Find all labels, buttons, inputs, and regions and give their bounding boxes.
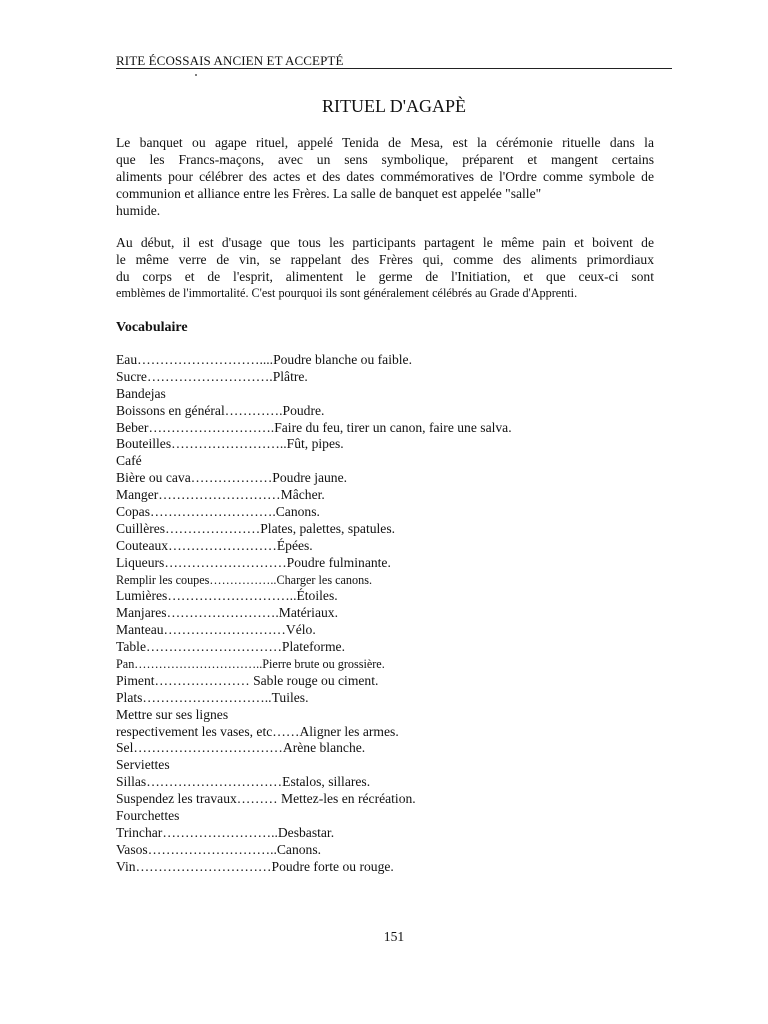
vocabulary-entry: Manjares…………………….Matériaux. [116,605,338,621]
vocabulary-entry: Manger………………………Mâcher. [116,487,325,503]
paragraph-line: Au début, il est d'usage que tous les participants partagent le même pain et boivent de [116,235,654,250]
vocabulary-entry: Serviettes [116,757,170,773]
vocabulary-entry: respectivement les vases, etc……Aligner les armes. [116,723,399,739]
vocabulary-entry: Vasos………………………..Canons. [116,841,322,857]
vocabulary-entry: Trinchar……………………..Desbastar. [116,824,335,840]
vocabulary-entry: Sillas…………………………Estalos, sillares. [116,774,371,790]
page-number: 151 [383,929,405,944]
vocabulary-entry: Bière ou cava………………Poudre jaune. [116,470,348,486]
vocabulary-entry: Bouteilles……………………..Fût, pipes. [116,436,344,452]
paragraph-line: aliments pour célébrer des actes et des dates commémoratives de l'Ordre comme symbole de [116,169,654,184]
vocabulary-entry: Suspendez les travaux……… Mettez-les en récréation. [116,791,416,807]
vocabulary-entry: Boissons en général………….Poudre. [116,402,325,418]
vocabulary-heading: Vocabulaire [116,320,188,335]
vocabulary-entry: Lumières………………………..Étoiles. [116,588,338,604]
vocabulary-entry: Bandejas [116,385,166,401]
vocabulary-entry: Beber……………………….Faire du feu, tirer un canon, faire une salva. [116,419,512,435]
paragraph-line: emblèmes de l'immortalité. C'est pourquoi ils sont généralement célébrés au Grade d'Apprenti. [116,286,578,300]
vocabulary-entry: Remplir les coupes……………..Charger les canons. [116,572,373,587]
vocabulary-entry: Mettre sur ses lignes [116,706,229,722]
paragraph-line: le même verre de vin, se rappelant des Frères qui, comme des aliments primordiaux [116,252,654,267]
page-title: RITUEL D'AGAPÈ [321,96,467,116]
vocabulary-entry: Liqueurs………………………Poudre fulminante. [116,554,391,570]
vocabulary-entry: Cuillères…………………Plates, palettes, spatules. [116,520,396,536]
intro-paragraph-2 [116,234,654,302]
vocabulary-entry: Plats………………………..Tuiles. [116,689,309,705]
paragraph-line: Le banquet ou agape rituel, appelé Tenida de Mesa, est la cérémonie rituelle dans la [116,135,654,150]
vocabulary-list [116,352,512,876]
paragraph-line: humide. [116,203,161,218]
vocabulary-entry: Sel……………………………Arène blanche. [116,740,366,756]
paragraph-line: du corps et de l'esprit, alimentent le germe de l'Initiation, et que ceux-ci sont [116,269,654,284]
vocabulary-entry: Copas……………………….Canons. [116,504,320,520]
vocabulary-entry: Couteaux……………………Épées. [116,537,313,553]
vocabulary-entry: Pan…………………………..Pierre brute ou grossière. [116,657,385,672]
vocabulary-entry: Café [116,453,142,469]
vocabulary-entry: Vin…………………………Poudre forte ou rouge. [116,858,394,874]
intro-paragraph-1 [116,134,654,219]
running-header: RITE ÉCOSSAIS ANCIEN ET ACCEPTÉ [116,54,672,69]
vocabulary-entry: Piment………………… Sable rouge ou ciment. [116,672,379,688]
header-dot-mark [195,74,197,76]
vocabulary-entry: Eau………………………....Poudre blanche ou faible. [116,352,412,367]
paragraph-line: communion et alliance entre les Frères. La salle de banquet est appelée "salle" [116,186,542,201]
vocabulary-entry: Fourchettes [116,808,180,824]
vocabulary-entry: Manteau………………………Vélo. [116,622,316,638]
paragraph-line: que les Francs-maçons, avec un sens symbolique, préparent et mangent certains [116,152,654,167]
vocabulary-entry: Table…………………………Plateforme. [116,639,345,655]
vocabulary-entry: Sucre……………………….Plâtre. [116,368,308,384]
